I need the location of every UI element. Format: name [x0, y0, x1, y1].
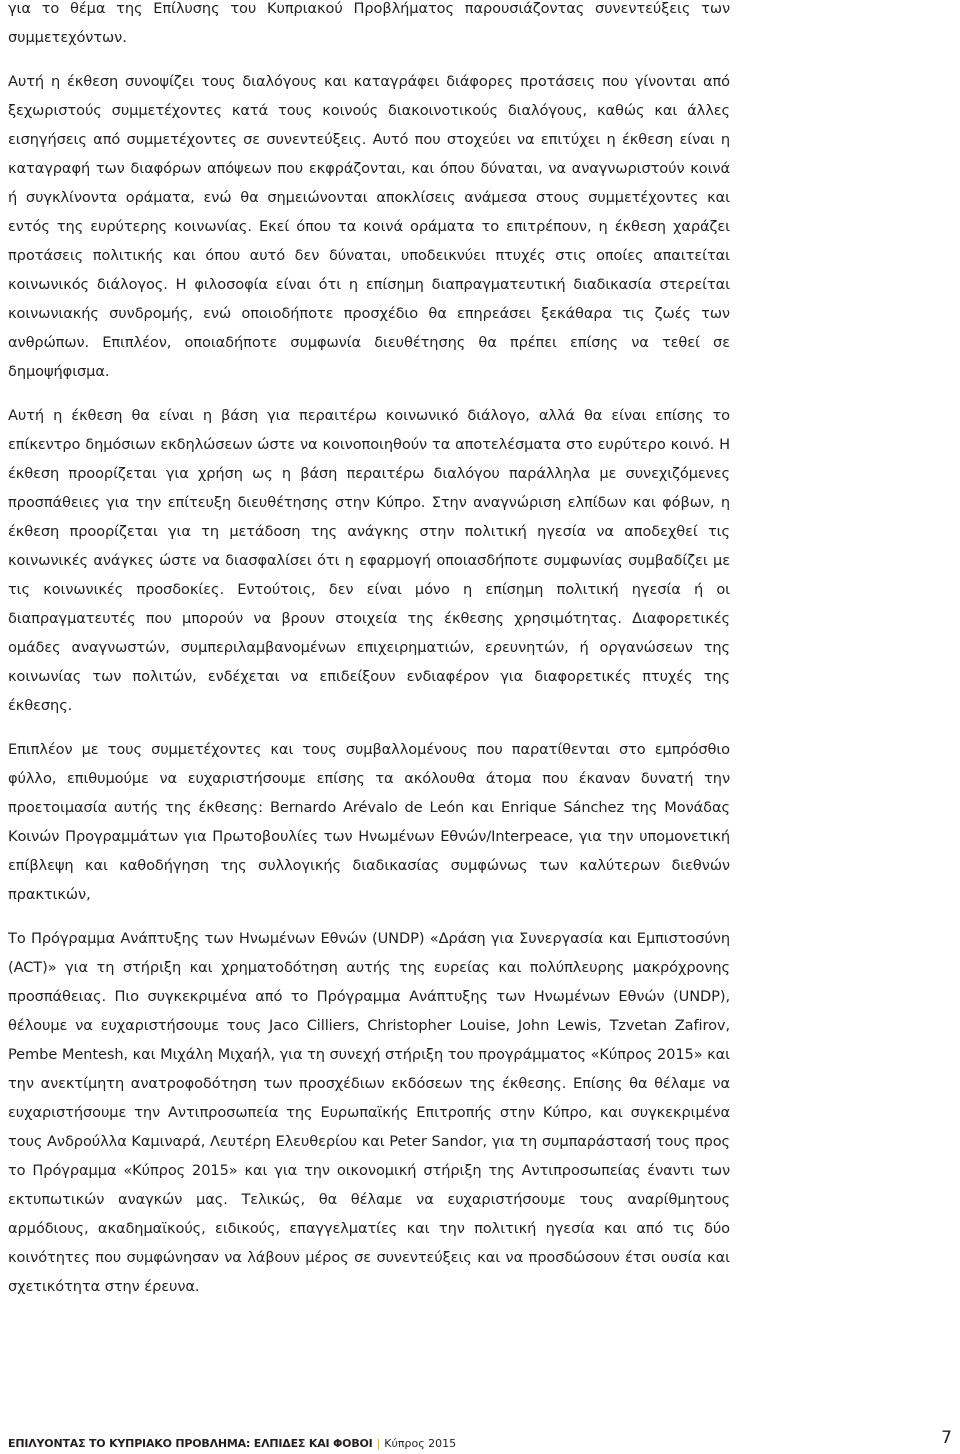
- page-footer: [8, 1428, 952, 1452]
- paragraph-report-summary: Αυτή η έκθεση συνοψίζει τους διαλόγους και καταγράφει διάφορες προτάσεις που γίνονται από ξεχωριστούς συμμετέχοντες κατά τους κοινούς διακοινοτικούς διαλόγους, καθώς και άλλες εισηγήσεις από συμμετέχοντες σε συνεντεύξεις. Αυτό που στοχεύει να επιτύχει η έκθεση είναι η καταγραφή των διαφόρων απόψεων που εκφράζονται, και όπου δύναται, να αναγνωριστούν κοινά ή συγκλίνοντα οράματα, ενώ θα σημειώνονται αποκλίσεις ανάμεσα στους συμμετέχοντες και εντός της ευρύτερης κοινωνίας. Εκεί όπου τα κοινά οράματα το επιτρέπουν, η έκθεση χαράζει προτάσεις πολιτικής και όπου αυτό δεν δύναται, υποδεικνύει πτυχές στις οποίες απαιτείται κοινωνικός διάλογος. Η φιλοσοφία είναι ότι η επίσημη διαπραγματευτική διαδικασία στερείται κοινωνιακής συνδρομής, ενώ οποιοδήποτε προσχέδιο θα επηρεάσει ξεκάθαρα τις ζωές των ανθρώπων. Επιπλέον, οποιαδήποτε συμφωνία διευθέτησης θα πρέπει επίσης να τεθεί σε δημοψήφισμα.: [8, 73, 730, 380]
- page-number: 7: [941, 1428, 952, 1448]
- paragraph-undp-acknowledgements: Το Πρόγραμμα Ανάπτυξης των Ηνωμένων Εθνών (UNDP) «Δράση για Συνεργασία και Εμπιστοσύνη (ACT)» για τη στήριξη και χρηματοδότηση αυτής της ευρείας και πολύπλευρης μακρόχρονης προσπάθειας. Πιο συγκεκριμένα από το Πρόγραμμα Ανάπτυξης των Ηνωμένων Εθνών (UNDP), θέλουμε να ευχαριστήσουμε τους Jaco Cilliers, Christopher Louise, John Lewis, Tzvetan Zafirov, Pembe Mentesh, και Μιχάλη Μιχαήλ, για τη συνεχή στήριξη του προγράμματος «Κύπρος 2015» και την ανεκτίμητη ανατροφοδότηση των προσχέδιων εκδόσεων της έκθεσης. Επίσης θα θέλαμε να ευχαριστήσουμε την Αντιπροσωπεία της Ευρωπαϊκής Επιτροπής στην Κύπρο, και συγκεκριμένα τους Ανδρούλλα Καμιναρά, Λευτέρη Ελευθερίου και Peter Sandor, για τη συμπαράστασή τους προς το Πρόγραμμα «Κύπρος 2015» και για την οικονομική στήριξη της Αντιπροσωπείας έναντι των εκτυπωτικών αναγκών μας. Τελικώς, θα θέλαμε να ευχαριστήσουμε τους αναρίθμητους αρμόδιους, ακαδημαϊκούς, ειδικούς, επαγγελματίες και την πολιτική ηγεσία και από τις δύο κοινότητες που συμφώνησαν να λάβουν μέρος σε συνεντεύξεις και να προσδώσουν έτσι ουσία και σχετικότητα στην έρευνα.: [8, 930, 730, 1295]
- paragraph-acknowledgements: Επιπλέον με τους συμμετέχοντες και τους συμβαλλομένους που παρατίθενται στο εμπρόσθιο φύλλο, επιθυμούμε να ευχαριστήσουμε επίσης τα ακόλουθα άτομα που έκαναν δυνατή την προετοιμασία αυτής της έκθεσης: Bernardo Arévalo de León και Enrique Sánchez της Μονάδας Κοινών Προγραμμάτων για Πρωτοβουλίες των Ηνωμένων Εθνών/Interpeace, για την υπομονετική επίβλεψη και καθοδήγηση της συλλογικής διαδικασίας συμφώνως των καλύτερων διεθνών πρακτικών,: [8, 741, 730, 903]
- footer-title: ΕΠΙΛΥΟΝΤΑΣ ΤΟ ΚΥΠΡΙΑΚΟ ΠΡΟΒΛΗΜΑ: ΕΛΠΙΔΕΣ ΚΑΙ ΦΟΒΟΙ: [8, 1437, 373, 1450]
- paragraph-intro-continuation: για το θέμα της Επίλυσης του Κυπριακού Προβλήματος παρουσιάζοντας συνεντεύξεις των συμμετεχόντων.: [8, 0, 730, 46]
- page-body: [8, 0, 730, 1316]
- paragraph-report-purpose: Αυτή η έκθεση θα είναι η βάση για περαιτέρω κοινωνικό διάλογο, αλλά θα είναι επίσης το επίκεντρο δημόσιων εκδηλώσεων ώστε να κοινοποιηθούν τα αποτελέσματα στο ευρύτερο κοινό. Η έκθεση προορίζεται για χρήση ως η βάση περαιτέρω διαλόγου παράλληλα με συνεχιζόμενες προσπάθειες για την επίτευξη διευθέτησης στην Κύπρο. Στην αναγνώριση ελπίδων και φόβων, η έκθεση προορίζεται για τη μετάδοση της ανάγκης στην πολιτική ηγεσία να αποδεχθεί τις κοινωνικές ανάγκες ώστε να διασφαλίσει ότι η εφαρμογή οποιασδήποτε συμφωνίας συμβαδίζει με τις κοινωνικές προσδοκίες. Εντούτοις, δεν είναι μόνο η επίσημη πολιτική ηγεσία ή οι διαπραγματευτές που μπορούν να βρουν στοιχεία της έκθεσης χρησιμότητας. Διαφορετικές ομάδες αναγνωστών, συμπεριλαμβανομένων επιχειρηματιών, ερευνητών, ή οργανώσεων της κοινωνίας των πολιτών, ενδέχεται να επιδείξουν ενδιαφέρον για διαφορετικές πτυχές της έκθεσης.: [8, 407, 730, 714]
- footer-separator: |: [376, 1437, 381, 1450]
- footer-subtitle: Κύπρος 2015: [384, 1437, 457, 1450]
